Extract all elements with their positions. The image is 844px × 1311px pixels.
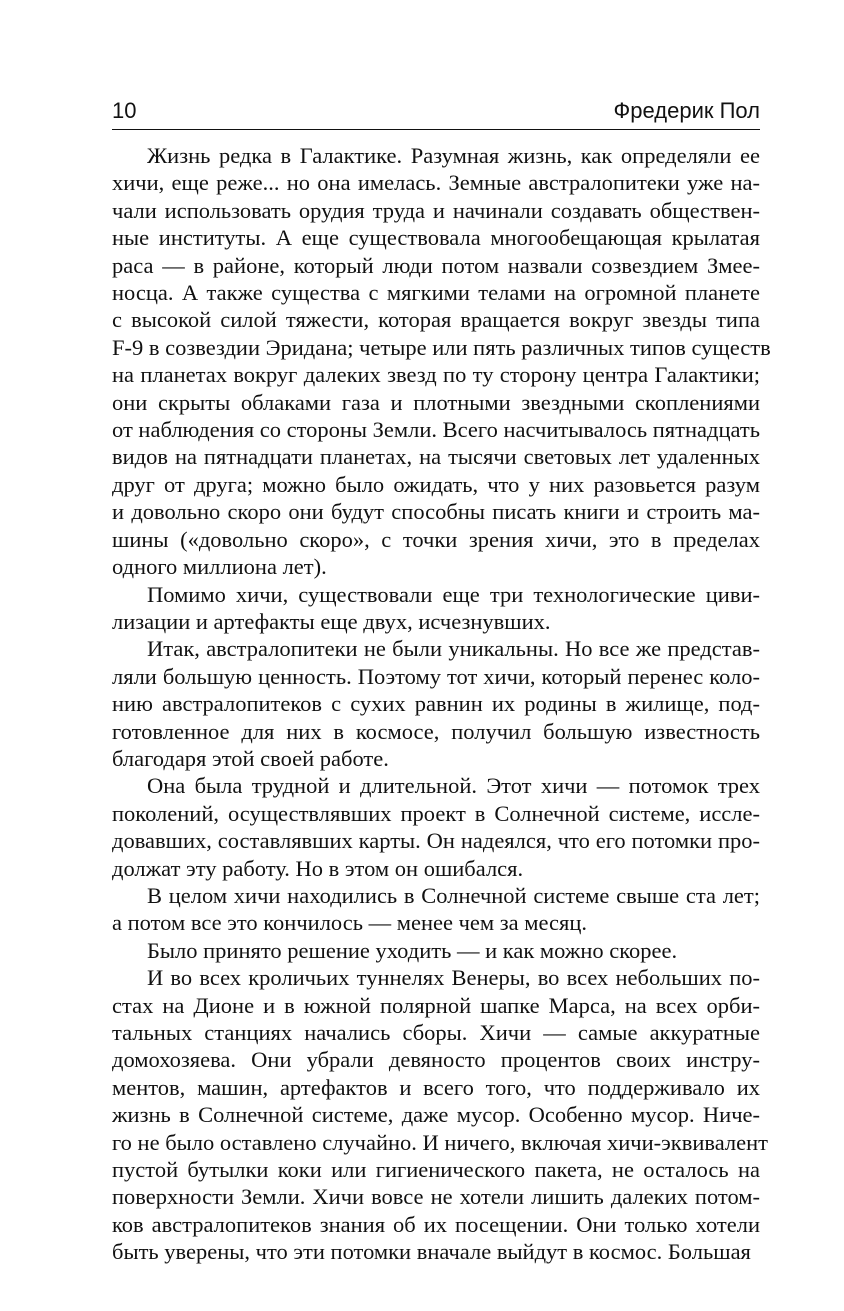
text-line: носца. А также существа с мягкими телами на огромной планете [112, 280, 760, 306]
text-line: пустой бутылки коки или гигиенического пакета, не осталось на [112, 1157, 760, 1183]
paragraph [112, 142, 771, 581]
paragraph [112, 581, 760, 636]
text-line: стах на Дионе и в южной полярной шапке Марса, на всех орби- [112, 992, 760, 1018]
text-line: F-9 в созвездии Эридана; четыре или пять различных типов существ [112, 334, 771, 360]
text-line: от наблюдения со стороны Земли. Всего насчитывалось пятнадцать [112, 417, 760, 443]
text-line: а потом все это кончилось — менее чем за месяц. [112, 910, 588, 936]
text-line: раса — в районе, который люди потом назвали созвездием Змее- [112, 252, 760, 278]
text-line: готовленное для них в космосе, получил большую известность [112, 718, 760, 744]
page-number: 10 [112, 98, 137, 123]
text-line: Помимо хичи, существовали еще три технологические циви- [147, 581, 760, 607]
text-line: тальных станциях начались сборы. Хичи — самые аккуратные [112, 1020, 760, 1045]
text-line: одного миллиона лет). [112, 554, 327, 580]
text-line: видов на пятнадцати планетах, на тысячи световых лет удаленных [112, 444, 760, 470]
text-line: В целом хичи находились в Солнечной системе свыше ста лет; [147, 882, 760, 908]
body-text [112, 142, 771, 1266]
text-line: они скрыты облаками газа и плотными звездными скоплениями [112, 389, 760, 415]
running-head [112, 96, 760, 130]
paragraph [112, 882, 760, 937]
paragraph [112, 964, 768, 1265]
text-line: поверхности Земли. Хичи вовсе не хотели лишить далеких потом- [112, 1184, 760, 1210]
text-line: ляли большую ценность. Поэтому тот хичи, который перенес коло- [112, 663, 760, 689]
text-line: домохозяева. Они убрали девяносто процентов своих инстру- [112, 1047, 760, 1073]
text-line: Она была трудной и длительной. Этот хичи — потомок трех [147, 773, 760, 799]
text-line: И во всех кроличьих туннелях Венеры, во всех небольших по- [147, 965, 760, 991]
text-line: шины («довольно скоро», с точки зрения хичи, это в пределах [112, 526, 760, 552]
text-line: нию австралопитеков с сухих равнин их родины в жилище, под- [112, 691, 760, 717]
text-line: Итак, австралопитеки не были уникальны. Но все же представ- [147, 636, 760, 662]
text-line: благодаря этой своей работе. [112, 745, 389, 771]
text-line: жизнь в Солнечной системе, даже мусор. Особенно мусор. Ниче- [112, 1102, 760, 1128]
text-line: ментов, машин, артефактов и всего того, что поддерживало их [112, 1074, 760, 1100]
text-line: друг от друга; можно было ожидать, что у них разовьется разум [112, 471, 760, 497]
paragraph [112, 937, 760, 964]
text-line: поколений, осуществлявших проект в Солнечной системе, иссле- [112, 800, 760, 826]
paragraph [112, 635, 760, 772]
text-line: довавших, составлявших карты. Он надеялся, что его потомки про- [112, 828, 760, 854]
running-title: Фредерик Пол [613, 98, 760, 123]
text-line: ков австралопитеков знания об их посещении. Они только хотели [112, 1211, 760, 1237]
text-line: на планетах вокруг далеких звезд по ту сторону центра Галактики; [112, 362, 760, 388]
text-line: хичи, еще реже... но она имелась. Земные австралопитеки уже на- [112, 170, 760, 196]
text-line: Было принято решение уходить — и как можно скорее. [147, 937, 678, 963]
paragraph [112, 772, 760, 882]
text-line: и довольно скоро они будут способны писать книги и строить ма- [112, 499, 760, 525]
text-line: Жизнь редка в Галактике. Разумная жизнь, как определяли ее [147, 143, 760, 168]
text-line: чали использовать орудия труда и начинали создавать обществен- [112, 197, 760, 223]
text-line: должат эту работу. Но в этом он ошибался. [112, 855, 524, 881]
text-line: лизации и артефакты еще двух, исчезнувших. [112, 608, 551, 634]
text-line: го не было оставлено случайно. И ничего, включая хичи-эквивалент [112, 1129, 768, 1155]
text-line: ные институты. А еще существовала многообещающая крылатая [112, 225, 760, 251]
text-line: с высокой силой тяжести, которая вращается вокруг звезды типа [112, 307, 760, 333]
header-rule [112, 129, 760, 130]
text-line: быть уверены, что эти потомки вначале выйдут в космос. Большая [112, 1239, 751, 1265]
